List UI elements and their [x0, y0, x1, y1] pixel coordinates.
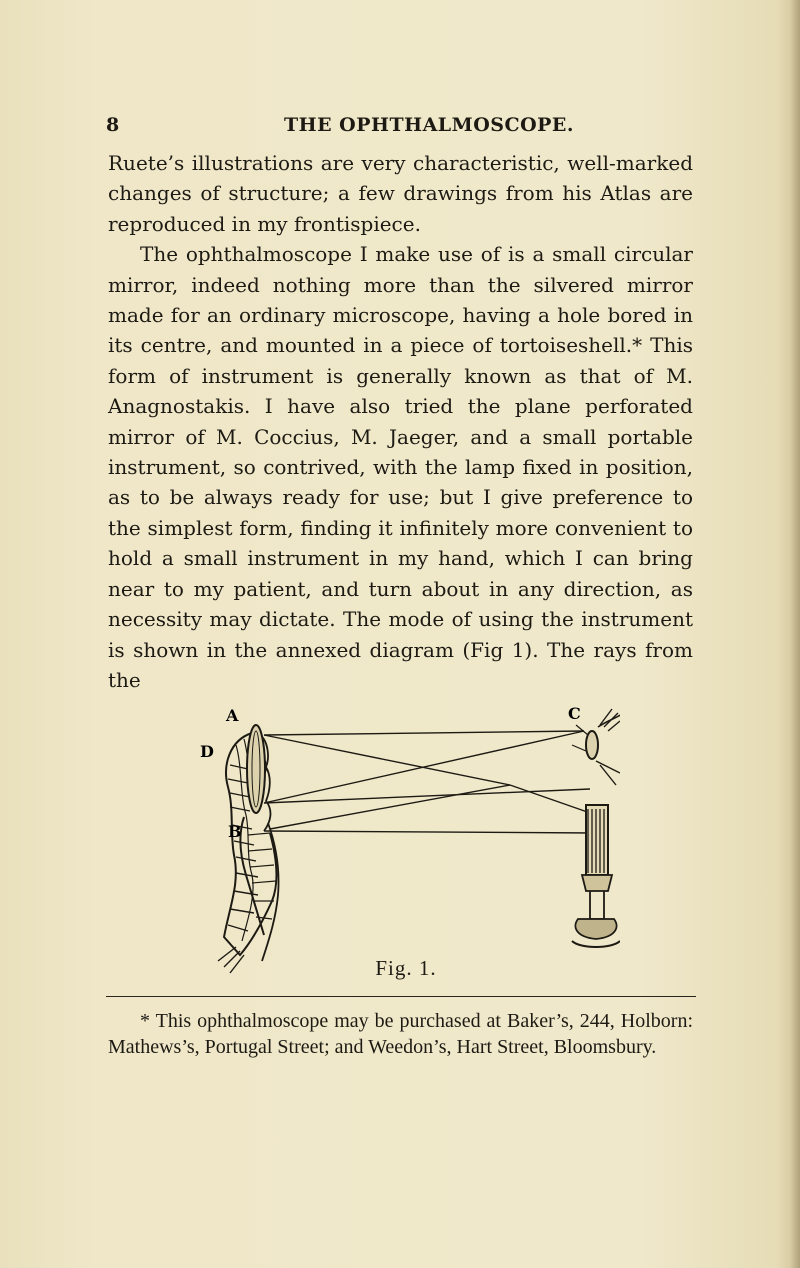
footnote-text: * This ophthalmoscope may be purchased at Baker’s, 244, Holborn: Mathews’s, Portugal Street; and Weedon’s, Hart Street, Bloomsbury.: [108, 1010, 693, 1058]
label-c: C: [568, 705, 581, 723]
footnote: [108, 1008, 693, 1060]
page-edge-shadow: [790, 0, 800, 1268]
lamp-drawing: [572, 805, 620, 947]
label-d: D: [200, 742, 214, 761]
paragraph: Ruete’s illustrations are very characteristic, well-marked changes of structure; a few drawings from his Atlas are reproduced in my frontispiece.: [108, 151, 693, 236]
page-header: [106, 114, 696, 142]
paragraph: The ophthalmoscope I make use of is a small circular mirror, indeed nothing more than the silvered mirror made for an ordinary microscope, having a hole bored in its centre, and mounted in a piece of tortoiseshell.* This form of instrument is generally known as that of M. Anagnostakis. I have also tried the plane perforated mirror of M. Coccius, M. Jaeger, and a small portable instrument, so contrived, with the lamp fixed in position, as to be always ready for use; but I give preference to the simplest form, finding it infinitely more convenient to hold a small instrument in my hand, which I can bring near to my patient, and turn about in any direction, as necessity may dictate. The mode of using the instrument is shown in the annexed diagram (Fig 1). The rays from the: [108, 242, 693, 692]
diagram-svg: [200, 705, 620, 975]
figure-ophthalmoscope-diagram: [200, 705, 620, 975]
convex-lens-drawing: [247, 725, 265, 813]
hand-drawing: [240, 817, 278, 961]
label-b: B: [228, 822, 242, 841]
light-rays: [264, 731, 596, 833]
figure-caption: Fig. 1.: [375, 956, 437, 980]
running-title: THE OPHTHALMOSCOPE.: [284, 114, 575, 136]
body-text: [108, 148, 693, 695]
page-number: 8: [106, 114, 120, 136]
footnote-divider: [106, 996, 696, 997]
label-a: A: [226, 706, 239, 725]
